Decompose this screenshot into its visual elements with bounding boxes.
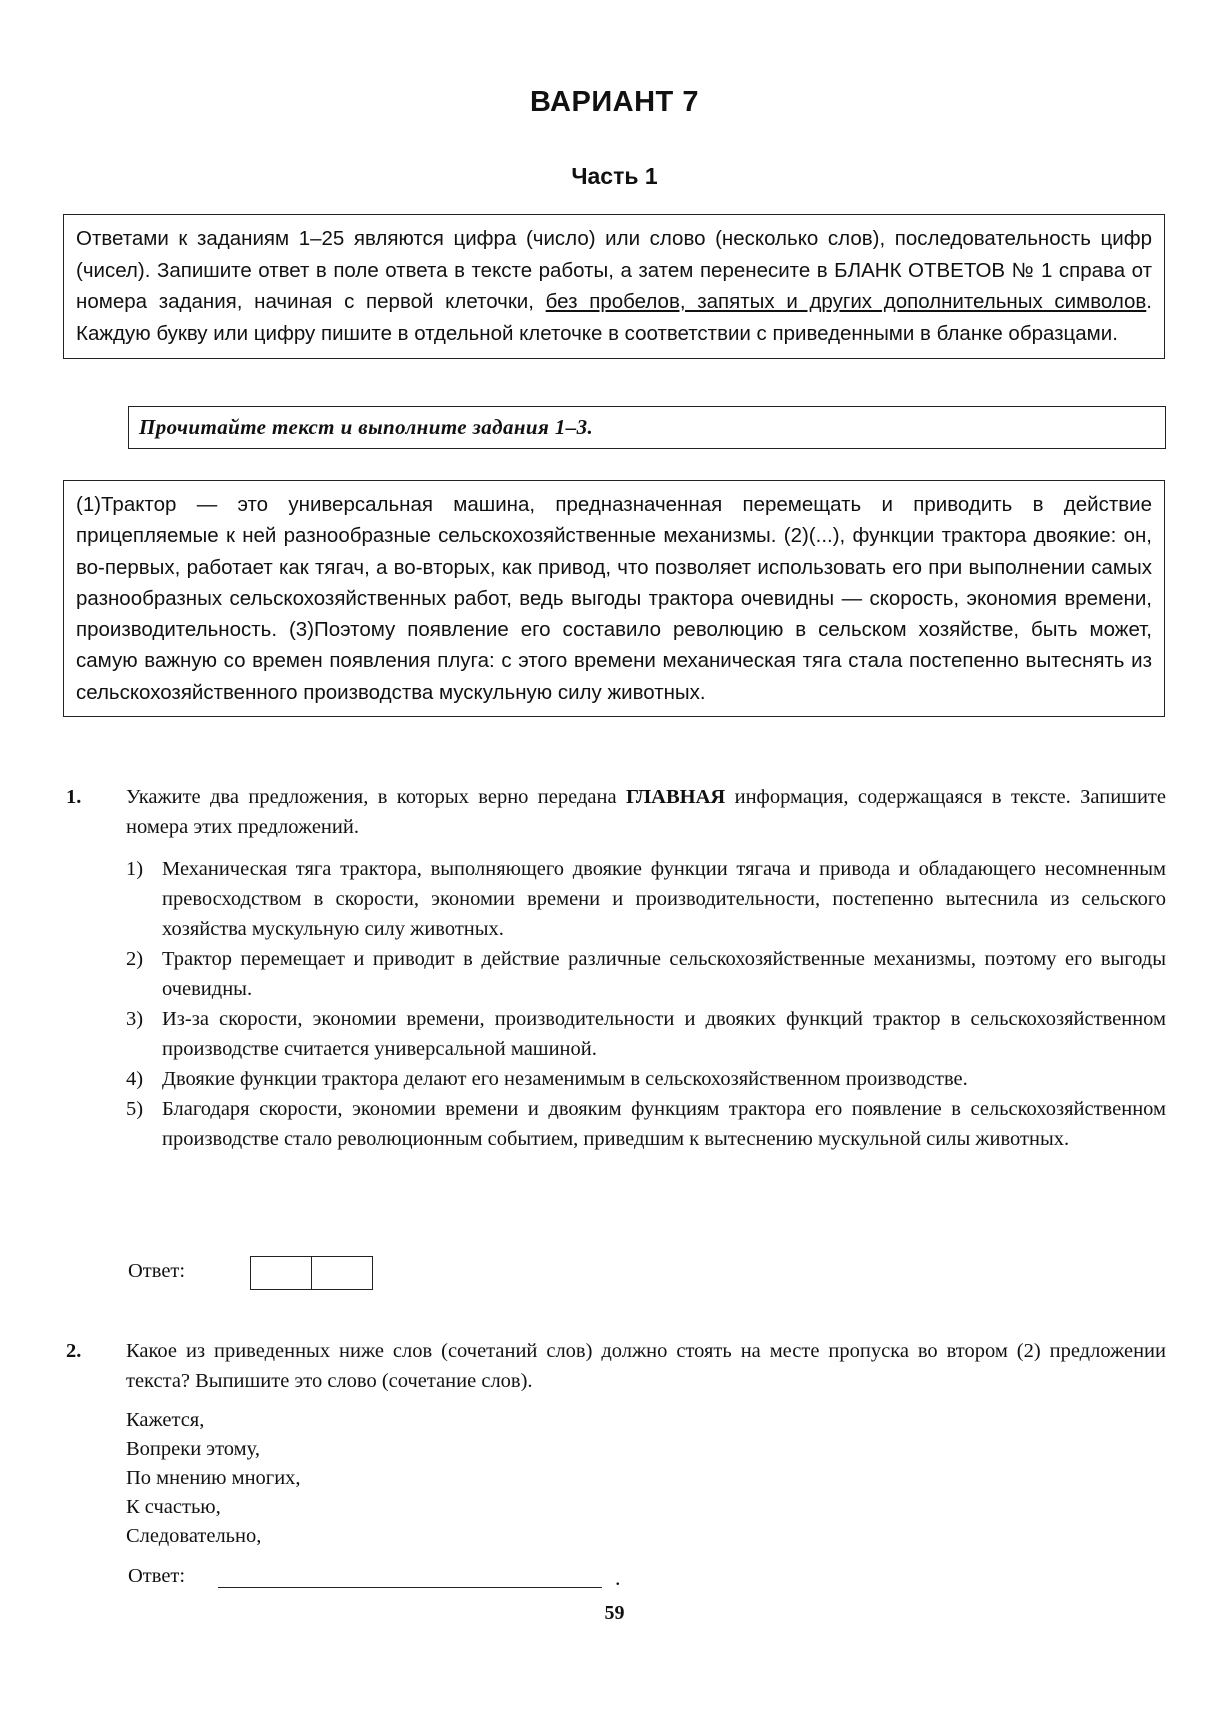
option-text: Механическая тяга трактора, выполняющего двоякие функции тягача и привода и обладающего несомненным превосходством в скорости, экономии времени и производительности, постепенно вытеснила из сельского хозяйства мускульную силу животных. [162, 858, 1166, 940]
option-text: Двоякие функции трактора делают его незаменимым в сельскохозяйственном производстве. [162, 1068, 968, 1090]
task-1-option [126, 854, 1166, 944]
task-2-word-list [126, 1406, 301, 1551]
task-1-q-after: информация, содержащаяся в тексте. Запишите номера этих предложений. [126, 786, 1166, 838]
task-1-option [126, 1094, 1166, 1154]
answer-cell[interactable] [251, 1257, 312, 1289]
word-option: К счастью, [126, 1496, 221, 1518]
task-1-answer-cells[interactable] [250, 1256, 373, 1290]
option-number: 3) [126, 1008, 144, 1030]
instructions-text-before: Ответами к заданиям 1–25 являются цифра (число) или слово (несколько слов), последовательность цифр (чисел). Запишите ответ в поле ответа в тексте работы, а затем перенесите в БЛАНК ОТВЕТОВ № 1 справа от номера задания, начиная с первой клеточки, [76, 227, 1152, 313]
task-1-options [126, 854, 1166, 1154]
word-option: Кажется, [126, 1409, 205, 1431]
page-number: 59 [604, 1602, 625, 1624]
instructions-underlined: без пробелов, запятых и других дополнительных символов [545, 290, 1147, 313]
task-1-number: 1. [66, 786, 82, 808]
option-text: Трактор перемещает и приводит в действие различные сельскохозяйственные механизмы, поэтому его выгоды очевидны. [162, 948, 1166, 1000]
part-title: Часть 1 [571, 163, 658, 189]
passage-text: (1)Трактор — это универсальная машина, предназначенная перемещать и приводить в действие прицепляемые к ней разнообразные сельскохозяйственные механизмы. (2)(...), функции трактора двоякие: он, во-первых, работает как тягач, а во-вторых, как привод, что позволяет использовать его при выполнении самых разнообразных сельскохозяйственных работ, ведь выгоды трактора очевидны — скорость, экономия времени, производительность. (3)Поэтому появление его составило революцию в сельском хозяйстве, быть может, самую важную со времен появления плуга: с этого времени механическая тяга стала постепенно вытеснять из сельскохозяйственного производства мускульную силу животных. [76, 493, 1152, 704]
option-number: 1) [126, 858, 144, 880]
task-1-answer-label: Ответ: [128, 1260, 186, 1282]
option-text: Благодаря скорости, экономии времени и двояким функциям трактора его появление в сельскохозяйственном производстве стало революционным событием, приведшим к вытеснению мускульной силы животных. [162, 1098, 1166, 1150]
task-1-q-bold: ГЛАВНАЯ [625, 786, 726, 808]
variant-title: ВАРИАНТ 7 [530, 86, 699, 118]
task-1-option [126, 1004, 1166, 1064]
task-1-q-before: Укажите два предложения, в которых верно передана [126, 786, 626, 808]
task-2-answer-end: . [615, 1565, 621, 1590]
read-prompt: Прочитайте текст и выполните задания 1–3. [139, 415, 594, 439]
passage-box [63, 480, 1165, 717]
task-2-question: Какое из приведенных ниже слов (сочетаний слов) должно стоять на месте пропуска во втором (2) предложении текста? Выпишите это слово (сочетание слов). [126, 1340, 1166, 1392]
task-2-number: 2. [66, 1340, 82, 1362]
instructions-box [63, 214, 1165, 359]
option-number: 5) [126, 1098, 144, 1120]
word-option: По мнению многих, [126, 1467, 301, 1489]
task-1-option [126, 1064, 1166, 1094]
option-number: 4) [126, 1068, 144, 1090]
option-number: 2) [126, 948, 144, 970]
task-1-question [126, 782, 1166, 842]
instructions-text-after: . Каждую букву или цифру пишите в отдельной клеточке в соответствии с приведенными в бланке образцами. [76, 290, 1152, 345]
option-text: Из-за скорости, экономии времени, производительности и двояких функций трактор в сельскохозяйственном производстве считается универсальной машиной. [162, 1008, 1166, 1060]
task-2-answer-label: Ответ: [128, 1565, 186, 1587]
word-option: Вопреки этому, [126, 1438, 260, 1460]
task-1-option [126, 944, 1166, 1004]
task-1 [66, 782, 1166, 1154]
answer-cell[interactable] [312, 1257, 372, 1289]
task-2 [66, 1336, 1166, 1396]
word-option: Следовательно, [126, 1525, 262, 1547]
read-prompt-box [128, 406, 1166, 449]
task-2-answer-line[interactable] [218, 1586, 602, 1588]
